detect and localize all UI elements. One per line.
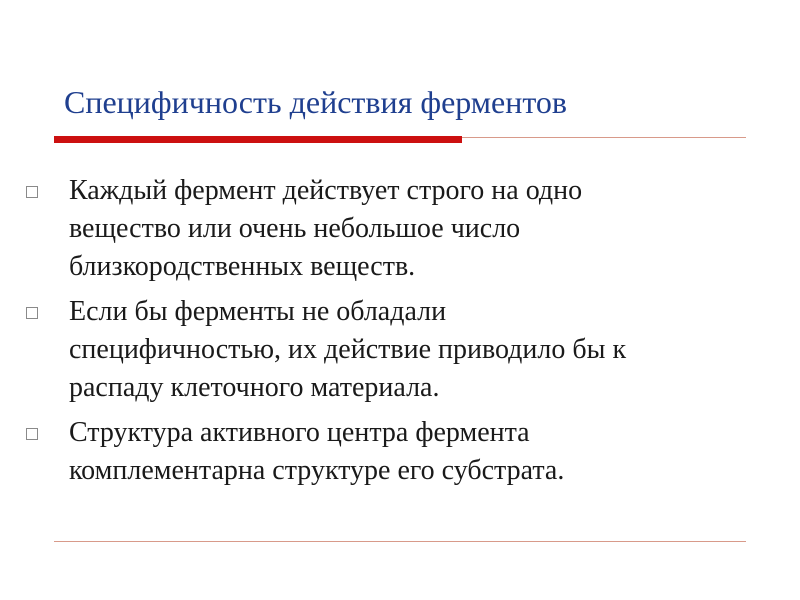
bullet-item [0, 293, 800, 407]
bullet-item [0, 414, 800, 490]
slide-title: Специфичность действия ферментов [64, 84, 568, 120]
square-bullet-icon [26, 307, 38, 319]
bullet-text [69, 293, 759, 407]
bullet-text [69, 414, 759, 490]
bullet-line: комплементарна структуре его субстрата. [69, 455, 565, 486]
footer-divider-line [54, 541, 746, 542]
bullet-line: Структура активного центра фермента [69, 417, 530, 448]
bullet-line: распаду клеточного материала. [69, 372, 440, 403]
bullet-list [0, 172, 800, 497]
square-bullet-icon [26, 186, 38, 198]
bullet-line: вещество или очень небольшое число [69, 213, 521, 244]
title-accent-bar [54, 136, 462, 143]
bullet-item [0, 172, 800, 286]
bullet-line: Каждый фермент действует строго на одно [69, 175, 583, 206]
bullet-line: специфичностью, их действие приводило бы к [69, 334, 627, 365]
square-bullet-icon [26, 428, 38, 440]
bullet-line: близкородственных веществ. [69, 251, 416, 282]
bullet-line: Если бы ферменты не обладали [69, 296, 447, 327]
bullet-text [69, 172, 759, 286]
